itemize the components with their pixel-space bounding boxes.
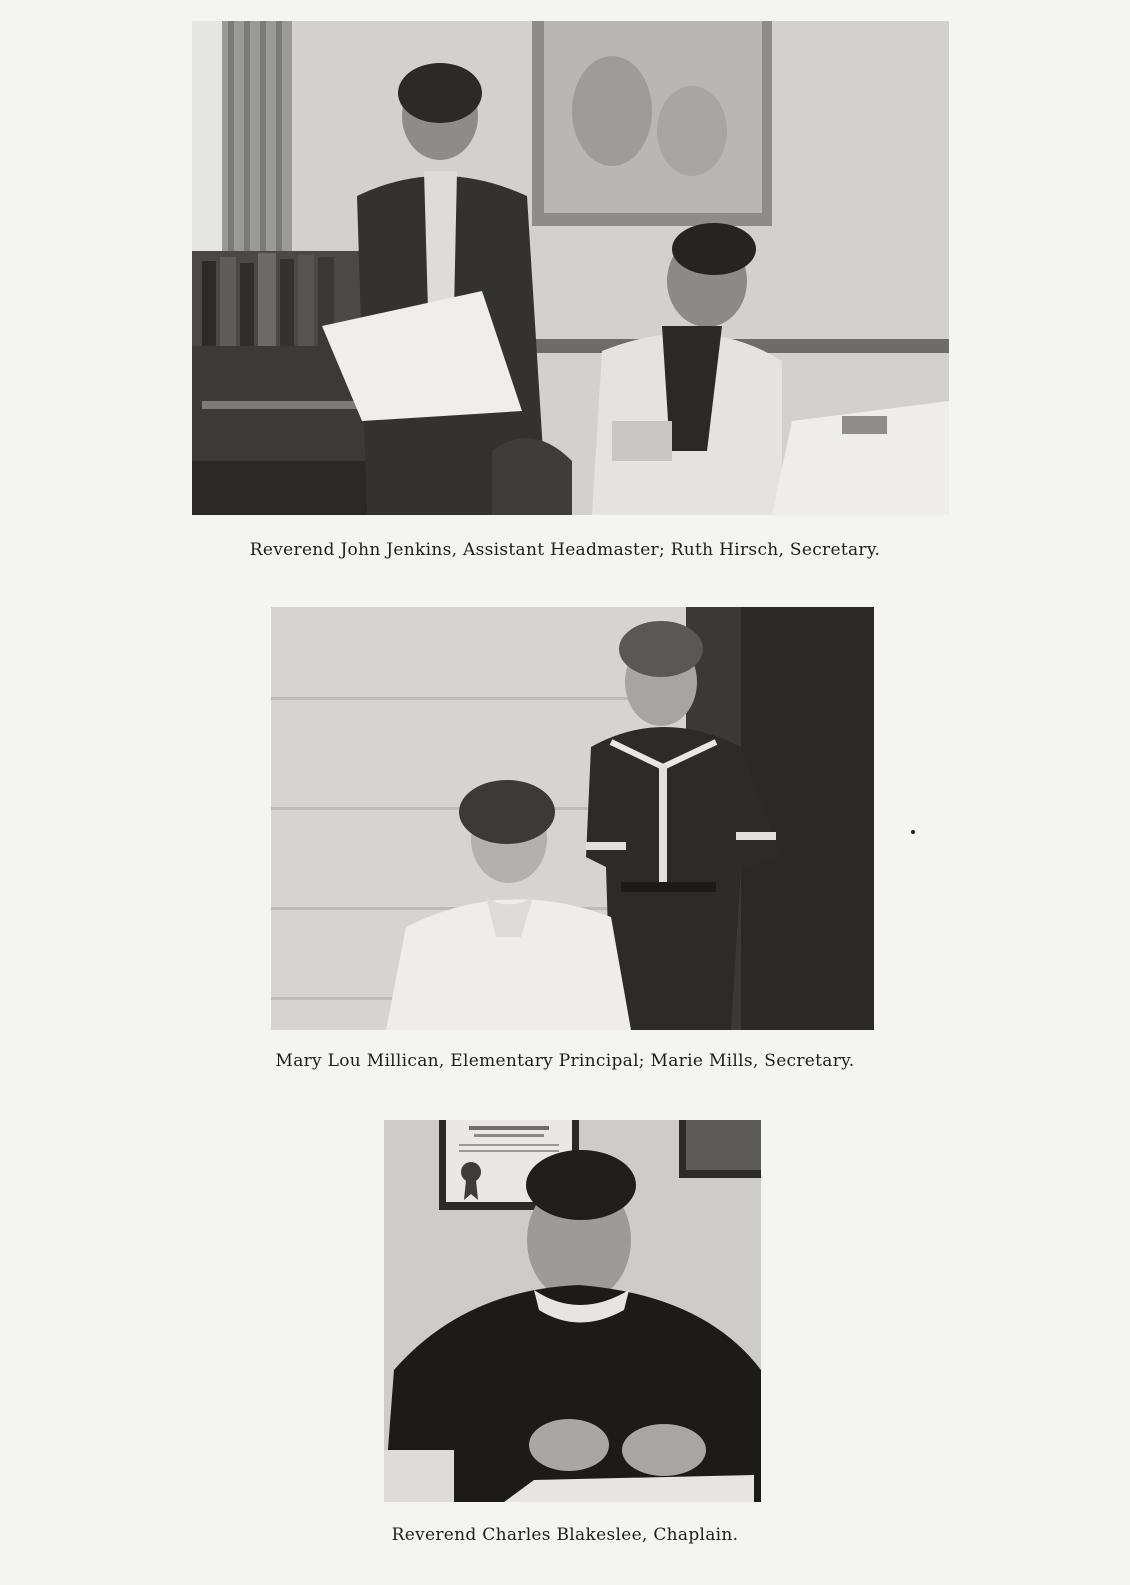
photo-millican-mills bbox=[271, 607, 874, 1030]
caption-photo-2: Mary Lou Millican, Elementary Principal; Marie Mills, Secretary. bbox=[275, 1051, 855, 1071]
caption-photo-3: Reverend Charles Blakeslee, Chaplain. bbox=[391, 1525, 739, 1545]
caption-photo-1: Reverend John Jenkins, Assistant Headmaster; Ruth Hirsch, Secretary. bbox=[249, 540, 881, 560]
photo-jenkins-hirsch bbox=[192, 21, 949, 515]
photo-blakeslee bbox=[384, 1120, 761, 1502]
page-speck bbox=[911, 830, 915, 834]
